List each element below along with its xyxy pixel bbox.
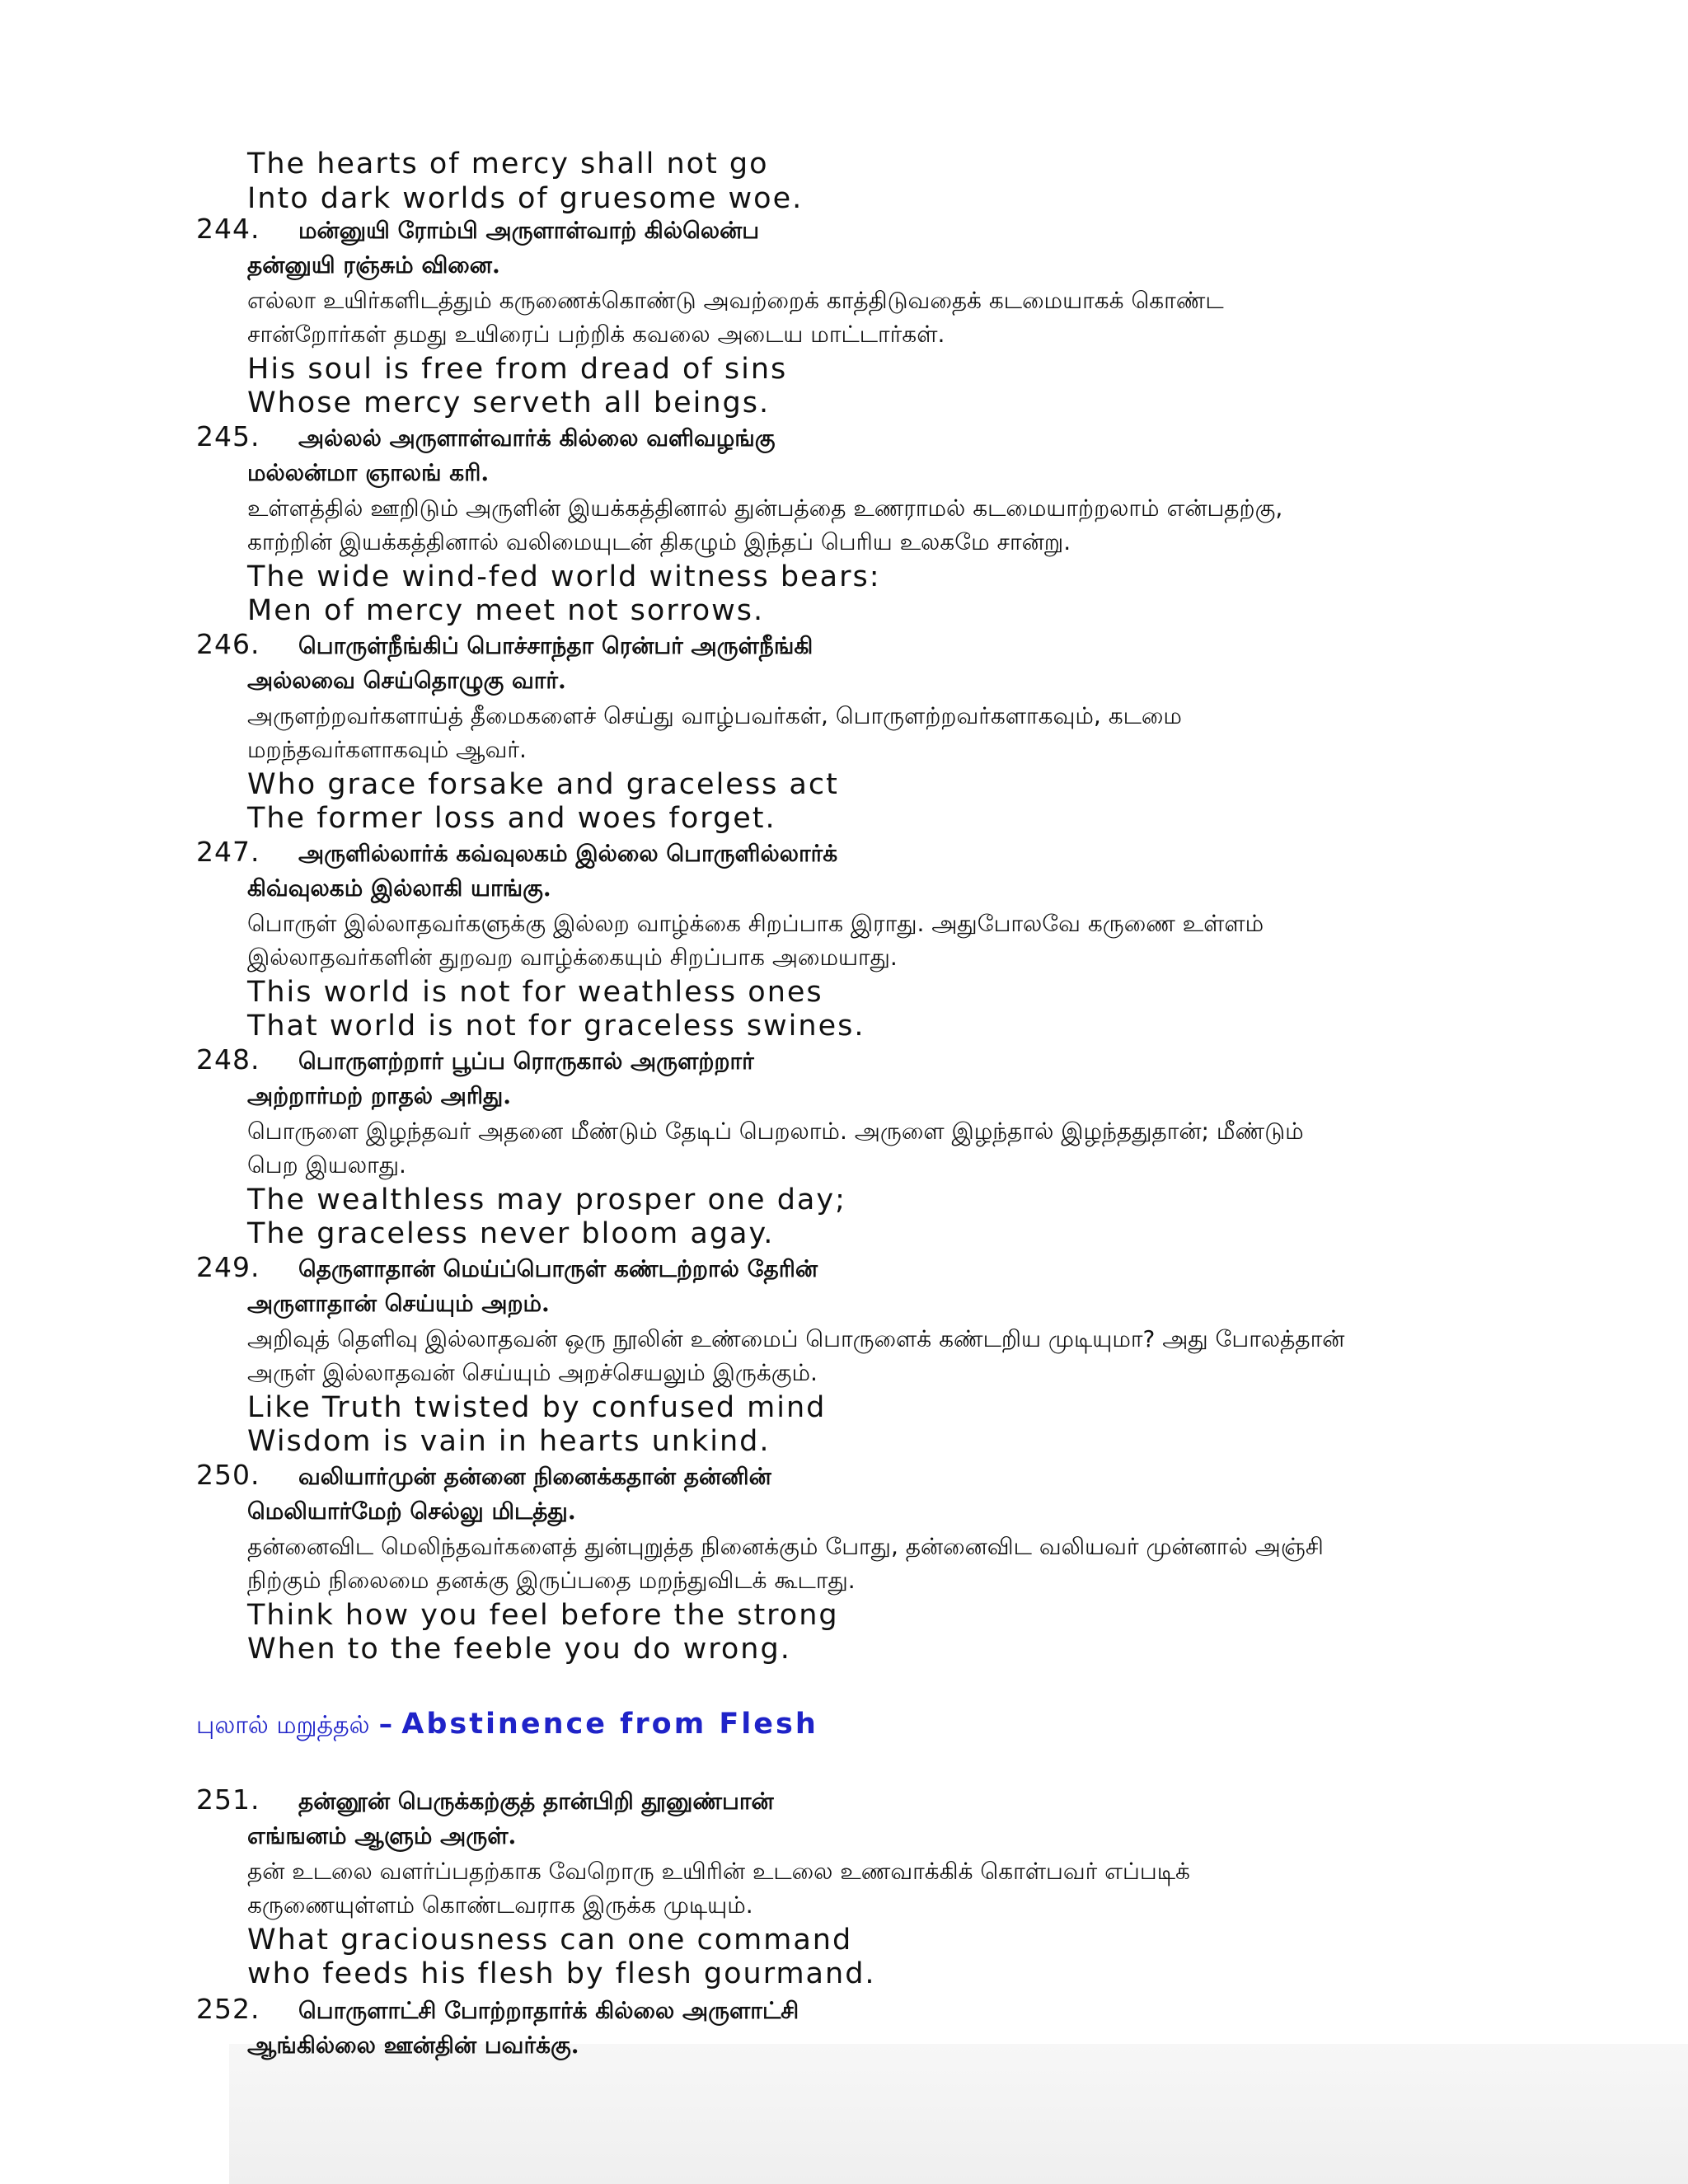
verse-number: 246. bbox=[196, 628, 260, 660]
english-line: When to the feeble you do wrong. bbox=[247, 1633, 791, 1666]
english-line: What graciousness can one command bbox=[247, 1924, 853, 1957]
explanation-line: நிற்கும் நிலைமை தனக்கு இருப்பதை மறந்துவிடக் கூடாது. bbox=[247, 1567, 856, 1594]
kural-line-2: ஆங்கில்லை ஊன்தின் பவர்க்கு. bbox=[247, 2032, 579, 2059]
kural-line-1: அருளில்லார்க் கவ்வுலகம் இல்லை பொருளில்லார்க் bbox=[298, 840, 838, 867]
tamil-explanation bbox=[247, 1530, 1614, 1597]
explanation-line: பொருளை இழந்தவர் அதனை மீண்டும் தேடிப் பெறலாம். அருளை இழந்தால் இழந்ததுதான்; மீண்டும் bbox=[247, 1118, 1304, 1145]
verse-244 bbox=[196, 213, 1614, 420]
english-line: That world is not for graceless swines. bbox=[247, 1010, 865, 1043]
english-line: Like Truth twisted by confused mind bbox=[247, 1391, 827, 1424]
kural-line-1: பொருள்நீங்கிப் பொச்சாந்தா ரென்பர் அருள்நீங்கி bbox=[298, 632, 814, 659]
explanation-line: தன்னைவிட மெலிந்தவர்களைத் துன்புறுத்த நினைக்கும் போது, தன்னைவிட வலியவர் முன்னால் அஞ்சி bbox=[247, 1533, 1324, 1560]
shaded-region bbox=[229, 2044, 1688, 2184]
explanation-line: பொருள் இல்லாதவர்களுக்கு இல்லற வாழ்க்கை சிறப்பாக இராது. அதுபோலவே கருணை உள்ளம் bbox=[247, 910, 1264, 937]
explanation-line: சான்றோர்கள் தமது உயிரைப் பற்றிக் கவலை அடைய மாட்டார்கள். bbox=[247, 321, 945, 348]
explanation-line: காற்றின் இயக்கத்தினால் வலிமையுடன் திகழும் இந்தப் பெரிய உலகமே சான்று. bbox=[247, 528, 1071, 555]
tamil-explanation bbox=[247, 1322, 1614, 1390]
kural-line-1: பொருளாட்சி போற்றாதார்க் கில்லை அருளாட்சி bbox=[298, 1997, 799, 2024]
verse-number: 245. bbox=[196, 420, 260, 452]
kural-line-1: அல்லல் அருளாள்வார்க் கில்லை வளிவழங்கு bbox=[298, 424, 776, 452]
english-translation bbox=[247, 1391, 1614, 1459]
kural-line-1: மன்னுயி ரோம்பி அருளாள்வாற் கில்லென்ப bbox=[298, 217, 760, 244]
section-title-dash: – bbox=[378, 1708, 393, 1740]
tamil-explanation bbox=[247, 1114, 1614, 1182]
verse-number: 247. bbox=[196, 836, 260, 868]
explanation-line: உள்ளத்தில் ஊறிடும் அருளின் இயக்கத்தினால் துன்பத்தை உணராமல் கடமையாற்றலாம் என்பதற்கு, bbox=[247, 494, 1283, 522]
verse-252 bbox=[196, 1993, 1614, 2064]
verse-246 bbox=[196, 628, 1614, 836]
kural-line-2: மல்லன்மா ஞாலங் கரி. bbox=[247, 459, 490, 486]
verse-number: 248. bbox=[196, 1043, 260, 1076]
verse-245 bbox=[196, 420, 1614, 628]
kural-line-2: அருளாதான் செய்யும் அறம். bbox=[247, 1290, 550, 1317]
kural-line-2: அற்றார்மற் றாதல் அரிது. bbox=[247, 1082, 512, 1109]
english-line: The hearts of mercy shall not go bbox=[247, 148, 769, 180]
english-line: Wisdom is vain in hearts unkind. bbox=[247, 1425, 771, 1458]
english-line: Men of mercy meet not sorrows. bbox=[247, 594, 765, 627]
verse-number: 250. bbox=[196, 1459, 260, 1491]
kural-line-2: தன்னுயி ரஞ்சும் வினை. bbox=[247, 251, 500, 279]
verse-248 bbox=[196, 1043, 1614, 1251]
explanation-line: அறிவுத் தெளிவு இல்லாதவன் ஒரு நூலின் உண்மைப் பொருளைக் கண்டறிய முடியுமா? அது போலத்தான் bbox=[247, 1325, 1345, 1352]
english-line: Think how you feel before the strong bbox=[247, 1599, 839, 1632]
english-line: Into dark worlds of gruesome woe. bbox=[247, 182, 804, 215]
explanation-line: கருணையுள்ளம் கொண்டவராக இருக்க முடியும். bbox=[247, 1891, 753, 1919]
verse-250 bbox=[196, 1459, 1614, 1666]
kural-line-1: பொருளற்றார் பூப்ப ரொருகால் அருளற்றார் bbox=[298, 1047, 754, 1075]
english-translation bbox=[247, 1599, 1614, 1666]
explanation-line: பெற இயலாது. bbox=[247, 1151, 406, 1179]
section-heading bbox=[196, 1708, 818, 1743]
english-translation bbox=[247, 976, 1614, 1043]
english-translation bbox=[247, 560, 1614, 628]
explanation-line: எல்லா உயிர்களிடத்தும் கருணைக்கொண்டு அவற்றைக் காத்திடுவதைக் கடமையாகக் கொண்ட bbox=[247, 287, 1224, 314]
explanation-line: இல்லாதவர்களின் துறவற வாழ்க்கையும் சிறப்பாக அமையாது. bbox=[247, 944, 898, 971]
kural-line-2: அல்லவை செய்தொழுகு வார். bbox=[247, 667, 566, 694]
english-line: This world is not for weathless ones bbox=[247, 976, 823, 1009]
verse-number: 252. bbox=[196, 1993, 260, 2025]
english-translation bbox=[247, 1183, 1614, 1251]
kural-line-1: தன்னூன் பெருக்கற்குத் தான்பிறி தூனுண்பான் bbox=[298, 1788, 774, 1815]
english-line: The former loss and woes forget. bbox=[247, 802, 776, 835]
english-translation bbox=[247, 768, 1614, 836]
english-line: who feeds his flesh by flesh gourmand. bbox=[247, 1957, 876, 1990]
verse-247 bbox=[196, 836, 1614, 1043]
english-line: His soul is free from dread of sins bbox=[247, 353, 788, 386]
tamil-explanation bbox=[247, 491, 1614, 559]
verse-number: 249. bbox=[196, 1251, 260, 1283]
kural-line-2: எங்ஙனம் ஆளும் அருள். bbox=[247, 1822, 517, 1849]
english-translation bbox=[247, 1924, 1614, 1991]
tamil-explanation bbox=[247, 699, 1614, 766]
english-line: Who grace forsake and graceless act bbox=[247, 768, 839, 801]
verse-number: 251. bbox=[196, 1783, 260, 1816]
section-title-english: Abstinence from Flesh bbox=[401, 1708, 818, 1741]
verse-249 bbox=[196, 1251, 1614, 1459]
kural-line-1: வலியார்முன் தன்னை நினைக்கதான் தன்னின் bbox=[298, 1463, 771, 1490]
english-translation bbox=[247, 353, 1614, 420]
tamil-explanation bbox=[247, 907, 1614, 974]
tamil-explanation bbox=[247, 284, 1614, 351]
verse-251 bbox=[196, 1783, 1614, 1991]
tamil-explanation bbox=[247, 1854, 1614, 1922]
section-title-tamil: புலால் மறுத்தல் bbox=[196, 1711, 370, 1740]
english-line: The wealthless may prosper one day; bbox=[247, 1183, 846, 1216]
verse-number: 244. bbox=[196, 213, 260, 245]
kural-line-2: கிவ்வுலகம் இல்லாகி யாங்கு. bbox=[247, 874, 551, 902]
explanation-line: அருள் இல்லாதவன் செய்யும் அறச்செயலும் இருக்கும். bbox=[247, 1359, 818, 1386]
intro-english-translation bbox=[247, 147, 803, 216]
explanation-line: தன் உடலை வளர்ப்பதற்காக வேறொரு உயிரின் உடலை உணவாக்கிக் கொள்பவர் எப்படிக் bbox=[247, 1858, 1190, 1885]
explanation-line: அருளற்றவர்களாய்த் தீமைகளைச் செய்து வாழ்பவர்கள், பொருளற்றவர்களாகவும், கடமை bbox=[247, 702, 1182, 729]
kural-line-2: மெலியார்மேற் செல்லு மிடத்து. bbox=[247, 1497, 576, 1525]
explanation-line: மறந்தவர்களாகவும் ஆவர். bbox=[247, 736, 527, 763]
english-line: The wide wind-fed world witness bears: bbox=[247, 560, 881, 593]
kural-line-1: தெருளாதான் மெய்ப்பொருள் கண்டற்றால் தேரின் bbox=[298, 1255, 818, 1282]
english-line: The graceless never bloom agay. bbox=[247, 1217, 775, 1250]
english-line: Whose mercy serveth all beings. bbox=[247, 387, 771, 419]
